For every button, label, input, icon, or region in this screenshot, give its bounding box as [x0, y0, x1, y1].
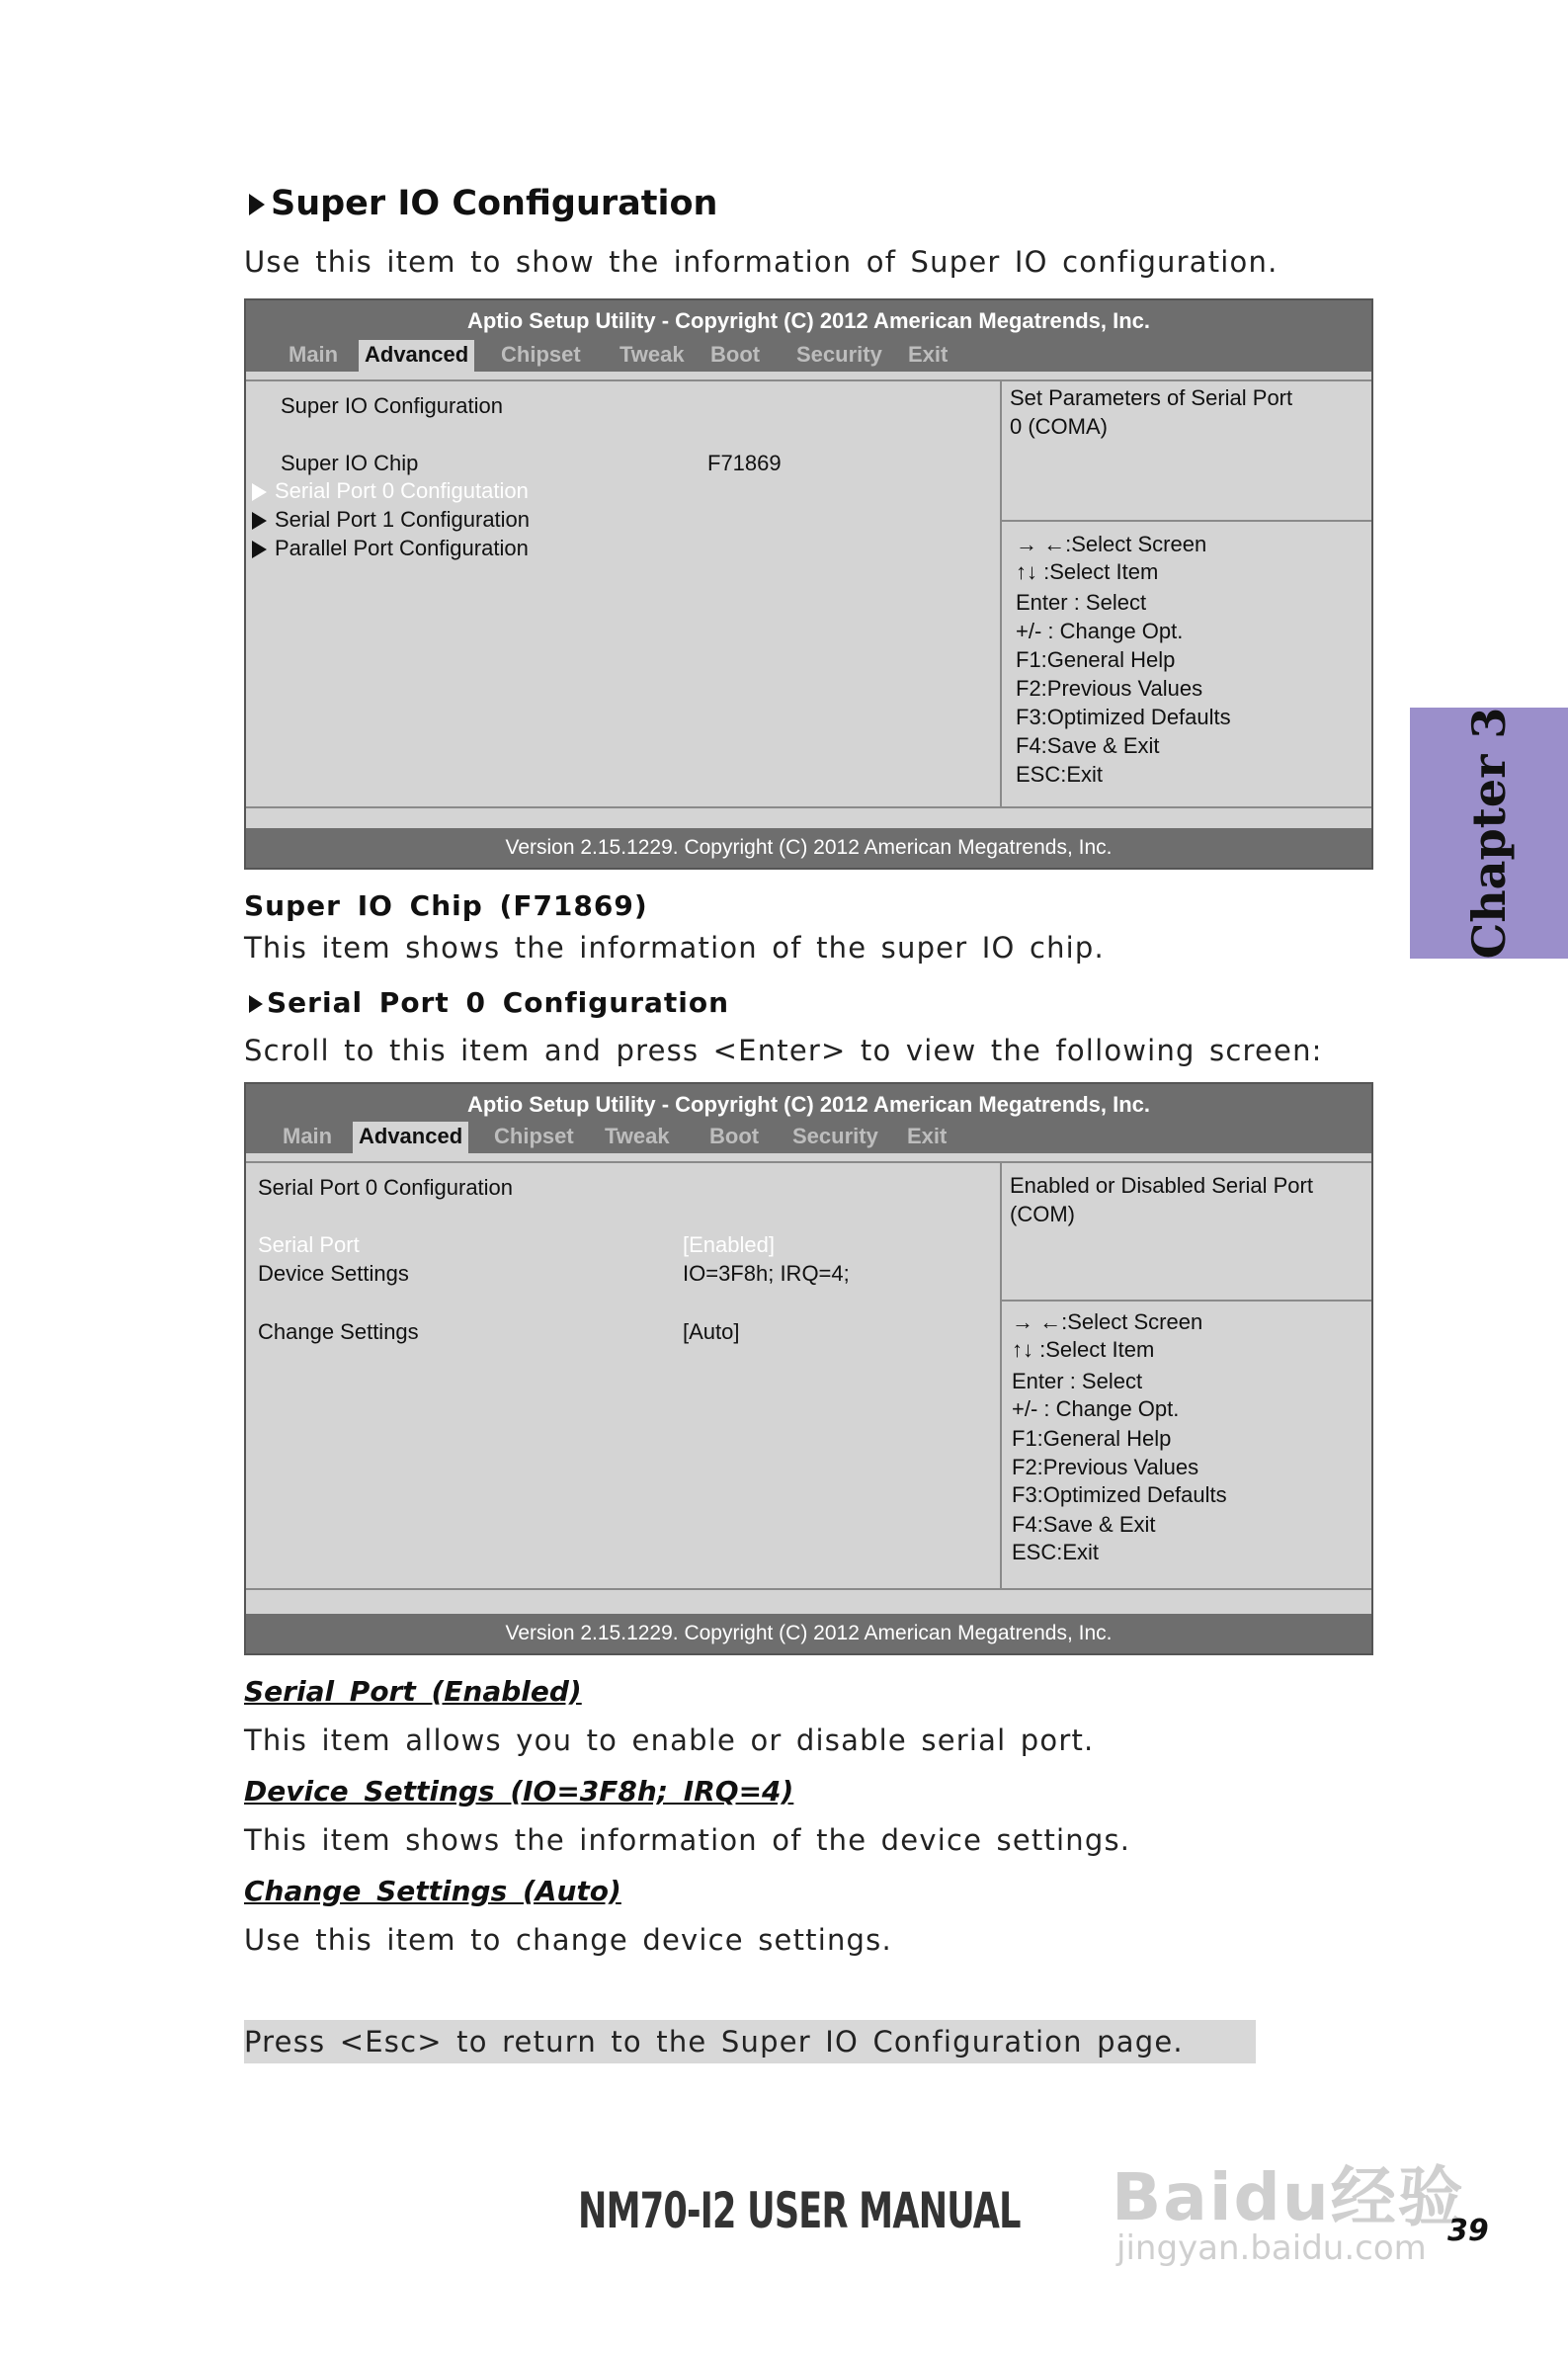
change-settings-label[interactable]: Change Settings	[258, 1319, 419, 1344]
super-io-chip-label: Super IO Chip	[281, 451, 419, 475]
note-text: Press <Esc> to return to the Super IO Configuration page.	[244, 2025, 1184, 2059]
item-heading-device-settings: Device Settings (IO=3F8h; IRQ=4)	[244, 1775, 794, 1807]
key-f4: F4:Save & Exit	[1016, 733, 1160, 758]
tab-chipset[interactable]: Chipset	[501, 342, 581, 367]
key-f2: F2:Previous Values	[1012, 1455, 1199, 1479]
tab-boot[interactable]: Boot	[709, 1124, 760, 1148]
key-f2: F2:Previous Values	[1016, 676, 1203, 701]
key-f4: F4:Save & Exit	[1012, 1512, 1156, 1537]
left-right-arrow-icon: → ←	[1016, 532, 1066, 556]
bios-tabs	[246, 1122, 1371, 1153]
panel-title: Super IO Configuration	[281, 393, 504, 418]
page-number: 39	[1447, 2214, 1489, 2248]
menu-item-parallel-port[interactable]: Parallel Port Configuration	[252, 536, 529, 561]
help-text-line2: 0 (COMA)	[1010, 414, 1108, 439]
note-box	[244, 2020, 1256, 2063]
item-heading-serial-port: Serial Port (Enabled)	[244, 1675, 582, 1708]
tab-boot[interactable]: Boot	[710, 342, 761, 367]
serial-port-label[interactable]: Serial Port	[258, 1232, 360, 1257]
key-select-item: ↑↓ :Select Item	[1016, 559, 1159, 584]
bios-screen-super-io	[244, 298, 1373, 870]
section-description: Use this item to show the information of Super IO configuration.	[244, 245, 1279, 279]
menu-item-serial-port-0[interactable]: Serial Port 0 Configutation	[252, 478, 529, 504]
tab-security[interactable]: Security	[792, 1124, 878, 1148]
bios-left-pane	[246, 381, 1002, 806]
menu-item-serial-port-1[interactable]: Serial Port 1 Configuration	[252, 507, 530, 533]
section-heading-super-io: Super IO Configuration	[249, 184, 717, 223]
tab-advanced[interactable]: Advanced	[353, 1122, 468, 1153]
panel-title: Serial Port 0 Configuration	[258, 1175, 514, 1200]
watermark-url: jingyan.baidu.com	[1116, 2228, 1427, 2268]
chip-description: This item shows the information of the super IO chip.	[244, 931, 1105, 965]
item-desc-device-settings: This item shows the information of the device settings.	[244, 1823, 1131, 1857]
bios-screen-serial-port-0	[244, 1082, 1373, 1655]
section-heading-serial-port-0: Serial Port 0 Configuration	[249, 986, 729, 1019]
bios-help-pane	[1002, 1163, 1371, 1588]
help-text-line2: (COM)	[1010, 1202, 1075, 1226]
up-down-arrow-icon: ↑↓	[1016, 559, 1044, 584]
submenu-arrow-icon	[252, 541, 267, 558]
triangle-bullet-icon	[249, 194, 265, 215]
tab-exit[interactable]: Exit	[908, 342, 949, 367]
bios-header	[246, 300, 1371, 372]
tab-main[interactable]: Main	[289, 342, 339, 367]
bios-title: Aptio Setup Utility - Copyright (C) 2012 American Megatrends, Inc.	[466, 1092, 1151, 1117]
key-esc: ESC:Exit	[1016, 762, 1104, 787]
tab-chipset[interactable]: Chipset	[494, 1124, 574, 1148]
chapter-tab	[1410, 708, 1568, 959]
submenu-arrow-icon	[252, 483, 267, 501]
key-select-screen: → ←:Select Screen	[1016, 532, 1207, 556]
bios-footer: Version 2.15.1229. Copyright (C) 2012 American Megatrends, Inc.	[246, 828, 1371, 868]
up-down-arrow-icon: ↑↓	[1012, 1337, 1040, 1362]
item-desc-serial-port: This item allows you to enable or disable serial port.	[244, 1723, 1095, 1757]
bios-header	[246, 1084, 1371, 1153]
bios-tabs	[246, 340, 1371, 372]
triangle-bullet-icon	[249, 995, 263, 1013]
chip-heading: Super IO Chip (F71869)	[244, 889, 648, 922]
watermark-logo: Baidu经验	[1112, 2159, 1465, 2235]
section2-description: Scroll to this item and press <Enter> to view the following screen:	[244, 1034, 1323, 1067]
key-f3: F3:Optimized Defaults	[1016, 705, 1231, 729]
manual-title: NM70-I2 USER MANUAL	[578, 2182, 1021, 2239]
super-io-chip-value: F71869	[707, 451, 782, 475]
tab-advanced[interactable]: Advanced	[359, 340, 474, 372]
key-change-opt: +/- : Change Opt.	[1016, 619, 1184, 643]
key-enter: Enter : Select	[1016, 590, 1147, 615]
key-enter: Enter : Select	[1012, 1369, 1143, 1393]
bios-footer: Version 2.15.1229. Copyright (C) 2012 American Megatrends, Inc.	[246, 1614, 1371, 1653]
device-settings-label: Device Settings	[258, 1261, 409, 1286]
bios-title: Aptio Setup Utility - Copyright (C) 2012 American Megatrends, Inc.	[466, 308, 1151, 333]
tab-exit[interactable]: Exit	[907, 1124, 948, 1148]
item-heading-change-settings: Change Settings (Auto)	[244, 1875, 621, 1907]
help-text: Set Parameters of Serial Port	[1010, 385, 1293, 410]
bios-help-pane	[1002, 381, 1371, 806]
bios-divider	[246, 1588, 1371, 1590]
key-f1: F1:General Help	[1012, 1426, 1172, 1451]
submenu-arrow-icon	[252, 512, 267, 530]
change-settings-value[interactable]: [Auto]	[683, 1319, 740, 1344]
key-change-opt: +/- : Change Opt.	[1012, 1396, 1180, 1421]
help-divider	[1002, 520, 1371, 522]
tab-main[interactable]: Main	[283, 1124, 333, 1148]
help-text: Enabled or Disabled Serial Port	[1010, 1173, 1313, 1198]
help-divider	[1002, 1300, 1371, 1302]
baidu-watermark	[1112, 2115, 1487, 2283]
bios-divider	[246, 806, 1371, 808]
serial-port-value[interactable]: [Enabled]	[683, 1232, 775, 1257]
item-desc-change-settings: Use this item to change device settings.	[244, 1923, 892, 1957]
bios-left-pane	[246, 1163, 1002, 1588]
key-f3: F3:Optimized Defaults	[1012, 1482, 1227, 1507]
tab-tweak[interactable]: Tweak	[619, 342, 685, 367]
chapter-label: Chapter 3	[1462, 707, 1516, 960]
device-settings-value: IO=3F8h; IRQ=4;	[683, 1261, 850, 1286]
key-select-item: ↑↓ :Select Item	[1012, 1337, 1155, 1362]
key-f1: F1:General Help	[1016, 647, 1176, 672]
tab-security[interactable]: Security	[796, 342, 882, 367]
left-right-arrow-icon: → ←	[1012, 1309, 1062, 1334]
key-esc: ESC:Exit	[1012, 1540, 1100, 1564]
tab-tweak[interactable]: Tweak	[605, 1124, 670, 1148]
key-select-screen: → ←:Select Screen	[1012, 1309, 1203, 1334]
